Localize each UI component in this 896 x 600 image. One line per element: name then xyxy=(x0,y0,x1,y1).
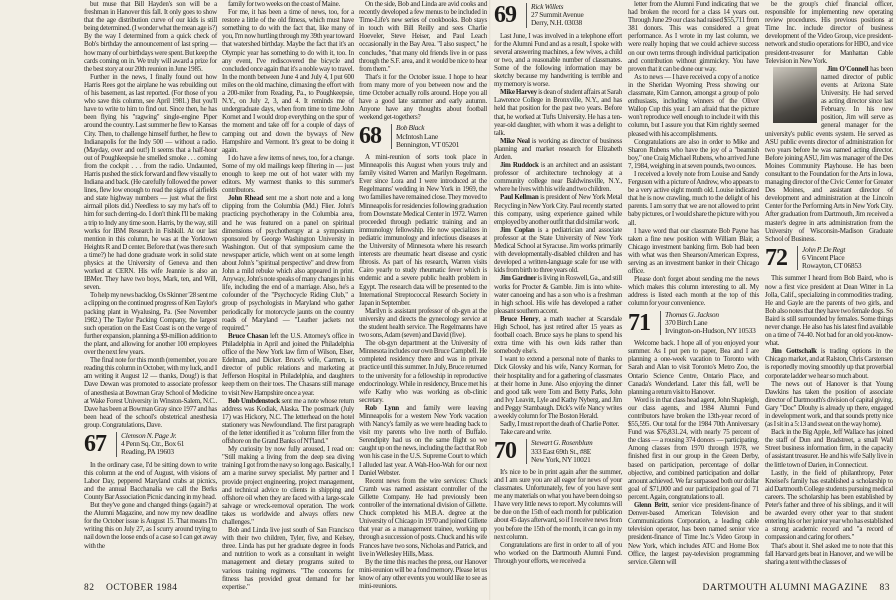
paragraph xyxy=(765,380,893,429)
paragraph-text: By the time this reaches the press, our Hanover mini-reunion will be a fond memory. Please let us know of any other events you would like to see as mini-reunions. xyxy=(359,557,487,590)
classmate-name: Bruce Chasan xyxy=(228,331,269,340)
paragraph-text: sent me a short note and a long clipping from the Columbia (Md.) Flier. John's practicing psychotherapy in the Columbia area, and he was featured on a panel on spiritual dimensions of psychotherapy at a symposium sponsored by George Washington University in Washington. Out of that symposium came the newspaper article, which went on at some length about John's "spiritual perspective" and drew from John a mild rebuke which also appeared in print. Anyway, John's note speaks of many changes in his life, including the end of a marriage. Also, he's a cofounder of the "Psychocycle Riding Club," a group of psychologists in Maryland who gather periodically for motorcycle jaunts on the country roads of Maryland — "Leather jackets not required." xyxy=(222,194,354,332)
paragraph-text: is an architect and an assistant professor of architecture technology at a community college near Baldwinsville, N.Y., where he lives with his wife and two children. xyxy=(494,161,622,194)
paragraph-text: As to news — I have received a copy of a notice in the Sheridan Wyoming Press showing our classmate, Kim Cannon, amongst a group of polo enthusiasts, including winners of the Oliver Wallop Cup this year. I am afraid that the picture won't reproduce well enough to include it with this column, but I assure you that Kim rightly seemed pleased with his accomplishments. xyxy=(628,72,759,138)
class-secretary xyxy=(797,246,861,271)
paragraph-text: The ob-gyn department at the University of Minnesota includes our own Bruce Campbell. He completed residency there and was in private practice until this summer. In July, Bruce returned to the university for a fellowship in reproductive endocrinology. While in residency, Bruce met his wife Kathy who was working as ob-clinic secretary. xyxy=(359,339,487,404)
paragraph xyxy=(628,170,759,227)
classmate-name: Jim O'Connell xyxy=(827,64,869,73)
class-header xyxy=(765,246,893,271)
paragraph-text: sent me a note whose return address was Kodiak, Alaska. The postmark (July 17) was Hickory, N.C. The letterhead on the hotel stationery was Newfoundland. The first paragraph of the letter identified it as "column filler from the offshore on the Grand Banks of N'f'land." xyxy=(222,396,354,446)
paragraph-text: Lastly, in the field of philanthropy, Peter Kneisel's family has established a scholarship to aid Dartmouth College students pursuing medical careers. The scholarship has been established by Peter's father and three of his siblings, and it will be awarded every other year to that student entering his or her junior year who has established a strong academic record and "a record of compassion and caring for others." xyxy=(765,468,893,542)
paragraph-text: Back in the Big Apple, Jeff Wallace has joined the staff of Dun and Bradstreet, a small Wall Street business information firm, in the capacity of assistant treasurer. He and his wife Sally live in the little town of Darien, in Connecticut. xyxy=(765,428,893,469)
class-secretary xyxy=(116,432,184,457)
paragraph-text: and family were leaving Minneapolis for a western New York vacation with Nancy's family as we were heading back to visit my parents who live north of Buffalo. Serendipity had us on the same flight so we caught up on the news, including the fact that Rob won his case in the U.S. Supreme Court to which I alluded last year. A Wah-Hoo-Wah for our next Daniel Webster. xyxy=(359,403,487,477)
paragraph xyxy=(494,274,622,314)
paragraph xyxy=(359,307,487,339)
paragraph-text: I received a lovely note from Louise and Sandy Ferguson with a picture of Andrew, who appears to be a very active eight month old. Louise indicated that he is now crawling, much to the delight of his parents. I am sorry that we are not allowed to print baby pictures, or I would share the picture with you all. xyxy=(628,169,759,227)
paragraph-text: To help my news backlog, Os Skinner '28 sent me a clipping on the continued progress of Ken Taylor's packing plant in Wyalusing, Pa. (See November 1982.) The Taylor Packing Company, the largest such operation on the East Coast is on the verge of further expansion, planning a $9-million addition to the plant, and allowing for another 100 employees over the next few years. xyxy=(84,291,217,357)
paragraph-text: left the U.S. Attorney's office in Philadelphia in April and joined the Philadelphia office of the New York law firm of Wilson, Elser, Edelman, and Dicker. Bruce's wife, Carmen, is director of public relations and marketing at Jefferson Hospital in Philadelphia, and daughters keep them on their toes. The Chasans still manage to visit New Hampshire once a year. xyxy=(222,331,354,397)
class-secretary xyxy=(660,311,756,336)
paragraph xyxy=(628,339,759,396)
paragraph xyxy=(84,73,217,292)
paragraph xyxy=(628,275,759,307)
portrait-photo xyxy=(773,67,817,123)
secretary-address-line: McIntosh Lane xyxy=(396,131,438,141)
paragraph xyxy=(84,0,217,73)
paragraph-text: That's it for the October issue. I hope to hear from many more of you between now and the time October actually rolls around. Hope you all have a good late summer and early autumn. Anyone have any thoughts about football weekend get-togethers? xyxy=(359,72,487,122)
paragraph xyxy=(84,501,217,550)
paragraph-text: Welcome back. I hope all of you enjoyed your summer. As I put pen to paper, Bea and I are planning a one-week vacation to Toronto with Sarah and Alan to visit Toronto's Metro Zoo, the Ontario Science Centre, Ontario Place, and Canada's Wonderland. Later this fall, we'll be planning a return visit to Hanover. xyxy=(628,339,759,396)
paragraph xyxy=(222,194,354,332)
paragraph xyxy=(765,274,893,347)
paragraph-text: is dean of student affairs at Sarah Lawrence College in Bronxville, N.Y., and has held that position for the past two years. Before that, he worked at Tufts University. He has a ten-year-old daughter, with whom it was a delight to talk. xyxy=(494,88,622,137)
paragraph-text: The news out of Hanover is that Young Dawkins has taken the position of associate director of Dartmouth's division of capital giving. Gary "Doc" Dlouhy is already up there, engaged in development work, and that sounds pretty nice (as I sit in a 5:13 and sweat on the way home). xyxy=(765,379,893,429)
paragraph-text: letter from the Alumni Fund indicating that we had broken the record for a class 14 years out. Through June 29 our class had raised $55,711 from 381 donors. This was considered a great performance. As I wrote in my last column, we were really hoping that we could achieve success on our own terms through individual participation and contribution without gimmickry. You have proven that it can be done our way. xyxy=(628,0,759,73)
class-year: 70 xyxy=(494,438,516,465)
class-secretary xyxy=(526,3,584,28)
paragraph xyxy=(628,138,759,170)
paragraph xyxy=(222,397,354,446)
paragraph xyxy=(84,291,217,356)
paragraph-text: Marilyn is assistant professor of ob-gyn at the university and directs the gynecology service at the student health service. The Regelmanns have two sons, Adam (seven) and David (five). xyxy=(359,306,487,340)
page-number: 82 xyxy=(84,583,95,593)
paragraph xyxy=(222,332,354,397)
classmate-name: Paul Kellman xyxy=(500,193,539,202)
paragraph xyxy=(765,347,893,379)
paragraph-text: Please don't forget about sending me the news which makes this column interesting to all. My address is listed each month at the top of this column for your convenience. xyxy=(628,275,759,308)
paragraph-text: The final note for this month (remember, you are reading this column in October, with my luck, and I am writing it August 12 — thanks, Doug!) is that Dave Dewan was promoted to associate professor of anesthesia at Bowman Gray School of Medicine at Wake Forest University in Winston-Salem, N.C.. Dave has been at Bowman Gray since 1977 and has been head of the school's obstetrical anesthesia group. Congratulations, Dave. xyxy=(84,356,217,429)
column-2 xyxy=(222,0,354,591)
paragraph-text: but muse that Bill Hayden's son will be a freshman in Hanover this fall. It only goes to show that the age distribution curve of our kids is still being determined. (I wonder what the mean age is?) By the way I determined from a quick check of Bob's birthday the announcement of last spring — how many of our birthdays were spent. But keep the cards coming on in. We truly will award a prize for the best story at our 20th reunion in June 1985. xyxy=(84,0,217,73)
paragraph-text: Word is in that class head agent, John Shapleigh, our class agents, and 1984 Alumni Fund contributors have broken the 13th-year record of $55,595. Our total for the 1984 70th Anniversary Fund was $76,831.24, with nearly 75 percent of the class — a rousing 374 donors — participating. Among classes from 1970 through 1978, we finished first in our group in the Green Derby, based on participation, percentage of dollar objective, and combined participation and dollar amount achieved. We far surpassed both our dollar goal of $71,000 and our participation goal of 71 percent. Again, congratulations to all. xyxy=(628,395,759,501)
paragraph xyxy=(628,227,759,276)
issue-date: OCTOBER 1984 xyxy=(106,583,178,593)
page-gutter xyxy=(489,0,491,600)
paragraph xyxy=(494,32,622,89)
paragraph xyxy=(628,0,759,73)
paragraph-text: Further in the news, I finally found out how Harris Rees got the airplane he was rebuilding out of his basement, as last reported. (For those of you who save this column, see April 1981.) But you'll have to write to him to find out. Since then, he has been flying his "ragwing" single-engine Piper around the country. Last summer he flew to Kansas City. Then, to challenge himself further, he flew to Indianapolis for the Indy 500 — without a radio. (Mayday, over and out!) It seems that a half-hour out of Poughkeepsie he smelled smoke . . . coming from the cockpit . . . from the radio. Undaunted, Harris pushed the stick forward and flew visually to Indiana and back. (He carefully followed the power lines, flew low enough to read the signs of airfields and state highway numbers — just what the first airmail pilots did.) Needless to say my hat's off to him for such derring-do. I don't think I'll be making a trip to Indy any time soon. Harris, by the way, still works for IBM Research in Fishkill. At our last mention in this column, he was at the Yorktown Heights R and D center. Before that (was there such a time?) he had done graduate work in solid state physics at the University of Geneva and then worked at CERN. His wife Jeannie is also an IBMer. They have two boys, Mark, ten, and Will, seven. xyxy=(84,72,217,292)
paragraph xyxy=(222,445,354,526)
paragraph-text: is a pediatrician and associate professor at the State University of New York Medical School at Syracuse. Jim works primarily with developmentally-disabled children and has developed a written-language scale for use with kids from birth to three years old. xyxy=(494,225,622,275)
classmate-name: Rob Lynn xyxy=(365,403,399,412)
paragraph xyxy=(359,153,487,307)
class-header xyxy=(359,124,487,149)
paragraph xyxy=(84,356,217,429)
classmate-name: Glenn Britt xyxy=(634,501,668,510)
paragraph-text: Recent news from the wire services: Chuck Cramb was named assistant controller of the Gillette Company. He had previously been controller of the international division of Gillette. Chuck completed his M.B.A. degree at the University of Chicago in 1970 and joined Gillette that year as a management trainee, working up through a succession of posts. Chuck and his wife Frances have two sons, Nicholas and Patrick, and live in Wellesley Hills, Mass. xyxy=(359,476,487,558)
paragraph xyxy=(494,541,622,565)
class-header xyxy=(84,432,217,457)
paragraph-text: family for two weeks on the coast of Maine. xyxy=(228,0,341,8)
paragraph-text: is living in Roswell, Ga., and still works for Procter & Gamble. Jim is into white-water canoeing and has a son who is a freshman in high school. His wife has developed a rather pleasant southern accent. xyxy=(494,274,622,315)
secretary-address-line: Derry, N.H. 03038 xyxy=(531,18,582,28)
classmate-name: Jim Gottschalk xyxy=(771,347,817,356)
secretary-name: Stewart G. Rosenblum xyxy=(531,438,593,448)
paragraph-text: be the group's chief financial officer, responsible for implementing new operating review procedures. His previous positions at Time Inc. include director of business development of the Video Group, vice president-network and studio operations for HBO, and vice president-treasurer for Manhattan Cable Television in New York. xyxy=(765,0,893,65)
paragraph-text: , a math teacher at Scarsdale High School, has just retired after 15 years as football coach. Bruce says he plans to spend his extra time with his own kids rather than somebody else's. xyxy=(494,314,622,356)
secretary-name: Rick Willets xyxy=(531,2,564,11)
paragraph xyxy=(494,420,622,428)
paragraph-text: Sadly, I must report the death of Charlie Potter. xyxy=(500,420,620,429)
paragraph xyxy=(765,542,893,566)
paragraph xyxy=(494,226,622,275)
paragraph xyxy=(359,404,487,477)
paragraph-text: is president of New York Metal Recycling in New York City. Paul recently started this company, using experience gained while employed by another outfit that did similar work. xyxy=(494,193,622,226)
paragraph-text: is working as director of business planning and market research for Elizabeth Arden. xyxy=(494,136,622,162)
footer-left xyxy=(84,583,178,593)
paragraph xyxy=(494,355,622,420)
paragraph-text: On the side, Bob and Linda are avid cooks and recently developed a few menus to be included in Time-Life's new series of cookbooks. Bob stays in touch with Bill Reilly and sees Charlie Hoeveler, Steve Heiser, and Paul Leach occasionally in the Bay Area. "I also suspect," he concludes, "that many old friends live in or pass through the S.F. area, and it would be nice to hear from them." xyxy=(359,0,487,73)
paragraph-text: Congratulations are first in order to all of you who worked on the Dartmouth Alumni Fund. Through your efforts, we received a xyxy=(494,540,622,565)
paragraph-text: Take care and write. xyxy=(500,428,552,437)
class-year: 71 xyxy=(628,309,650,336)
paragraph-text: It's nice to be in print again after the summer, and I am sure you are all eager for news of your classmates. Unfortunately, few of you have sent me any materials on what you have been doing so I have very little news to report. My columns will be due on the 15th of each month for publication about 45 days afterward, so if I receive news from you before the 15th of the month, it can go in my next column. xyxy=(494,467,622,541)
paragraph-text: has been named director of public events at Arizona State University. He had served as acting director since last February. In his new position, Jim will serve as general manager for the university's public events system. He served as ASU public events director of administration for two years before he was named acting director. Before joining ASU, Jim was manager of the Des Moines Community Playhouse. He has been consultant to the Foundation for the Arts in Iowa, managing director of the Civic Center for Greater Des Moines, and assistant director of development and administration at the Lincoln Center for the Performing Arts in New York City. After graduation from Dartmouth, Jim received a master's degree in arts administration from the University of Wisconsin-Madison Graduate School of Business. xyxy=(765,64,893,243)
paragraph xyxy=(628,501,759,566)
class-header xyxy=(628,311,759,336)
paragraph xyxy=(359,558,487,590)
paragraph-text: I have word that our classmate Bob Payne has taken a fine new position with William Blair, a Chicago investment banking firm. Bob had been with what was then Shearson/American Express, serving as an investment banker in their Chicago office. xyxy=(628,226,759,276)
secretary-name: John P. De Regt xyxy=(802,244,846,254)
class-year: 68 xyxy=(359,123,381,150)
paragraph-text: Last June, I was involved in a telephone effort for the Alumni Fund and as a result, I spoke with several answering machines, a few wives, a child or two, and a reasonable number of classmates. Some of the following information may be sketchy because my handwriting is terrible and my memory is worse. xyxy=(494,31,622,89)
paragraph xyxy=(222,154,354,194)
classmate-name: Mike Neal xyxy=(500,136,530,145)
footer-right xyxy=(702,583,890,593)
column-6 xyxy=(765,0,893,566)
class-secretary xyxy=(391,124,459,149)
paragraph xyxy=(84,461,217,501)
column-5 xyxy=(628,0,759,566)
class-year: 72 xyxy=(765,244,787,271)
class-year: 67 xyxy=(84,430,106,457)
paragraph xyxy=(494,315,622,355)
secretary-address-line: 6 Vincent Place xyxy=(802,253,845,263)
paragraph-text: I do have a few items of news, too, for a change. Some of my old mailings keep filtering in — just enough to keep me out of hot water with my editors. My warmest thanks to this summer's contributors. xyxy=(222,153,354,195)
paragraph-text: In the ordinary case, I'd be sitting down to write this column at the end of August, with visions of Labor Day, peppered Maryland crabs at picnics, and the annual Bacchanalia we call the Berks County Bar Association Picnic dancing in my head. xyxy=(84,460,217,501)
paragraph xyxy=(222,8,354,154)
paragraph xyxy=(494,88,622,137)
paragraph xyxy=(359,339,487,404)
paragraph xyxy=(494,468,622,541)
paragraph xyxy=(359,477,487,558)
secretary-address-line: 4 Penn Sq. Ctr., Box 61 xyxy=(121,439,185,449)
classmate-name: Bob Umbdenstock xyxy=(228,396,280,405)
paragraph xyxy=(765,0,893,65)
paragraph xyxy=(494,161,622,193)
paragraph-text: is trading options in the Chicago market, and at Ralston, Chris Carstensen is reportedly moving smoothly up that proverbial corporate ladder we hear so much about. xyxy=(765,347,893,380)
paragraph xyxy=(494,137,622,161)
class-year: 69 xyxy=(494,2,516,28)
paragraph-text: A mini-reunion of sorts took place in Minneapolis this August when yours truly and family visited Warren and Marilyn Regelmann. Ever since Lora and I were introduced at the Regelmanns' wedding in New York in 1969, the two families have remained close. They moved to Minneapolis for residencies following graduation from Downstate Medical Center in 1972. Warren proceeded through pediatric training and an immunology fellowship. He now specializes in pediatric immunology and infectious diseases at the University of Minnesota where his research interests are rheumatic heart disease and cystic fibrosis. As part of his research, Warren visits Cairo yearly to study rheumatic fever which is endemic and a severe public health problem in Egypt. The research data will be presented to the International Streptococcal Research Society in Japan in September. xyxy=(359,153,487,307)
secretary-address-line: 370 Birch Lane xyxy=(665,317,708,327)
classmate-name: Jim Ruddock xyxy=(500,161,539,170)
column-3 xyxy=(359,0,487,590)
column-4 xyxy=(494,0,622,565)
paragraph-text: Congratulations are also in order to Mike and Sharon Rubens who have the joy of a "beamish boy," one Craig Michael Rubens, who arrived June 7, 1984, weighing in at seven pounds, two ounces. xyxy=(628,137,759,170)
paragraph-text: , senior vice president-finance of Denver-based American Television and Communications Corporation, a leading cable television operator, has been named senior vice president-finance of Time Inc.'s Video Group in New York, which includes ATC and Home Box Office, the largest pay-television programming service. Glenn will xyxy=(628,501,759,566)
paragraph xyxy=(494,428,622,436)
class-header xyxy=(494,3,622,28)
secretary-address-line: 27 Summit Avenue xyxy=(531,10,584,20)
paragraph xyxy=(222,526,354,591)
paragraph xyxy=(765,469,893,542)
paragraph xyxy=(359,0,487,73)
paragraph xyxy=(222,0,354,8)
secretary-address-line: Irvington-on-Hudson, NY 10533 xyxy=(665,325,756,335)
page-number: 83 xyxy=(879,583,890,593)
class-header xyxy=(494,439,622,464)
paragraph-text: But they've gone and changed things (again?) at the Alumni Magazine, and now my new deadline for the October issue is August 15. That means I'm writing this on July 27, as I scurry around trying to nail down the loose ends of a case so I can get away with the xyxy=(84,501,217,550)
paragraph xyxy=(628,73,759,138)
classmate-name: Bruce Henry xyxy=(500,314,539,323)
secretary-address-line: Rowayton, CT 06853 xyxy=(802,261,862,271)
magazine-title: DARTMOUTH ALUMNI MAGAZINE xyxy=(702,583,868,593)
classmate-name: Jim Gardner xyxy=(500,274,537,283)
paragraph-text: My curiosity by now fully aroused, I read on: "Still making a living from the deep sea diving training I got from the navy so long ago. Basically, I am a marine survey specialist. My partner and I provide project engineering, project management, and technical advice to clients in shipping and offshore oil when they are faced with a large-scale salvage or wreck-removal operation. The work takes us worldwide and always offers new challenges." xyxy=(222,445,354,526)
classmate-name: Mike Harvey xyxy=(500,88,537,97)
secretary-address-line: Bennington, VT 05201 xyxy=(396,139,460,149)
class-secretary xyxy=(526,439,593,464)
paragraph-text: This summer I heard from Bob Baird, who is now a first vice president at Dean Witter in La Jolla, Calif., specializing in commodities trading. He and Gayle are the parents of two girls, and Bob also notes that they have two female dogs. So Baird is still surrounded by females. Some things never change. He also has his latest find available on a time of 74-40. Not bad for an old you-know-what. xyxy=(765,274,893,348)
paragraph xyxy=(628,396,759,501)
paragraph xyxy=(359,73,487,122)
column-1 xyxy=(84,0,217,550)
paragraph-text: Bob and Linda live just south of San Francisco with their two children, Tyler, five, and Kelsey, three. Linda has put her graduate degree in foods and nutrition to work as a consultant in weight management and dietary programs suited to various training regimens. "The concerns for fitness has provided great demand for her expertise." xyxy=(222,526,354,591)
paragraph xyxy=(494,193,622,225)
paragraph-text: I want to extend a personal note of thanks to Dick Glovsky and his wife, Nancy Korman, for their hospitality and for a gathering of classmates at their home in June. Also enjoying the dinner and good talk were Tom and Betty Parks, John and Ivy Leavitt, Lyle and Kathy Nyberg, and Jim and Peggy Stambaugh. Dick's wife Nancy writes a weekly column for The Boston Herald. xyxy=(494,355,622,421)
paragraph xyxy=(765,428,893,468)
secretary-address-line: New York, NY 10021 xyxy=(531,454,591,464)
classmate-name: John Rhead xyxy=(228,194,264,203)
secretary-name: Thomas G. Jackson xyxy=(665,309,719,319)
secretary-address-line: 333 East 69th St., #8E xyxy=(531,446,592,456)
classmate-name: Jim Coplan xyxy=(500,225,535,234)
secretary-name: Clemson N. Page Jr. xyxy=(121,430,177,440)
secretary-address-line: Reading, PA 19603 xyxy=(121,447,174,457)
paragraph-text: For me, it has been a time of news, too, for a restore a little of the old fitness, which must have something to do with the fact that, like many of you, I'm now hurtling through my 39th year toward that watershed birthday. Maybe the fact that it's an Olympic year has something to do with it, too. In any event, I've rediscovered the bicycle and concluded once again that it's a noble way to travel. In the month between June 4 and July 4, I put 600 miles on the old machine, climaxing the effort with a 200-miler from Reading, Pa., to Poughkeepsie, N.Y., on July 2, 3, and 4. It reminds me of undergraduate days, when from time to time John Kornet and I would drop everything on the spur of the moment and take off for a couple of days of camping out and down the byways of New Hampshire and Vermont. It's great to be doing it again. xyxy=(222,8,354,154)
paragraph-text: That's about it. Shel asked me to note that this fall Harvard gets beat in Hanover, and we will be sharing a tent with the classes of xyxy=(765,541,893,566)
secretary-name: Bob Black xyxy=(396,123,425,133)
